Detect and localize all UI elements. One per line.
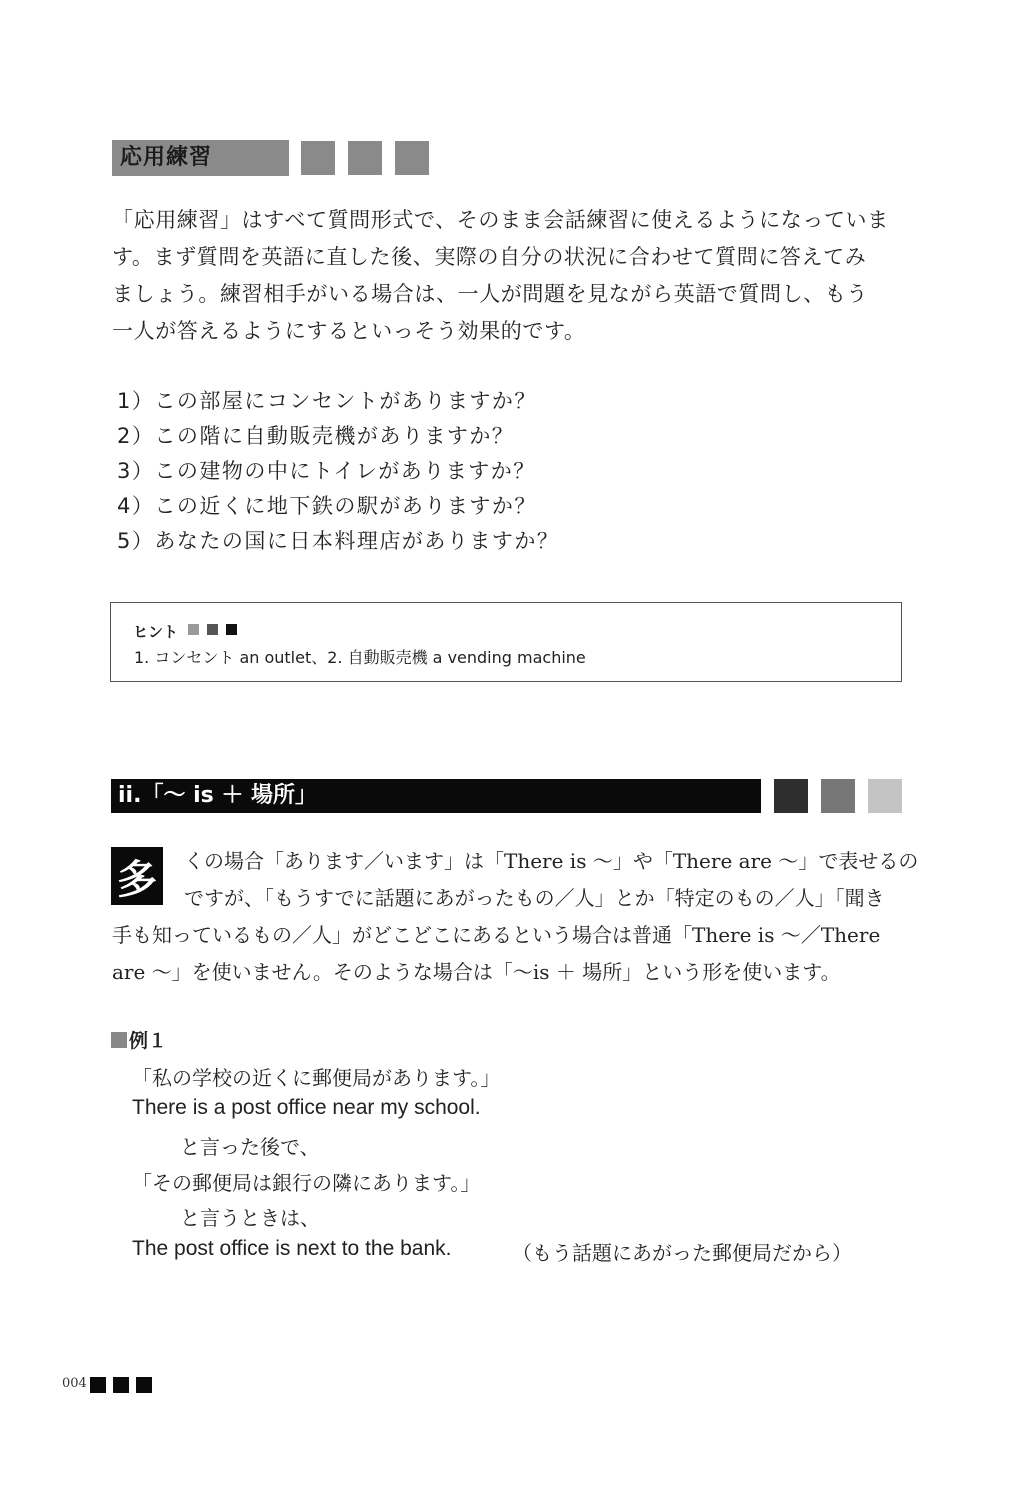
example-jp-sentence: 「その郵便局は銀行の隣にあります。」 — [132, 1171, 481, 1195]
question-list — [117, 384, 559, 559]
body-paragraph-full — [112, 917, 912, 991]
hint-box — [110, 602, 902, 682]
page-number-square — [113, 1377, 129, 1393]
heading-square-decoration — [348, 141, 382, 175]
question-item: 2）この階に自動販売機がありますか？ — [117, 424, 515, 448]
heading-square-decoration — [821, 779, 855, 813]
hint-square-decoration — [226, 624, 237, 635]
example-connector: と言うときは、 — [180, 1206, 320, 1230]
intro-line: 一人が答えるようにするといっそう効果的です。 — [112, 319, 586, 343]
body-line: くの場合「あります／います」は「There is ～」や「There are ～」で表せるの — [184, 849, 919, 873]
example-note: （もう話題にあがった郵便局だから） — [512, 1241, 852, 1265]
heading-square-decoration — [301, 141, 335, 175]
intro-line: す。まず質問を英語に直した後、実際の自分の状況に合わせて質問に答えてみ — [112, 245, 867, 269]
hint-square-decoration — [188, 624, 199, 635]
example-en-sentence: The post office is next to the bank. — [132, 1237, 452, 1260]
example-label-text: 例１ — [129, 1030, 168, 1052]
example-square-icon — [111, 1032, 127, 1048]
hint-square-decoration — [207, 624, 218, 635]
hint-title: ヒント — [133, 623, 179, 641]
heading-square-decoration — [774, 779, 808, 813]
example-en-sentence: There is a post office near my school. — [132, 1096, 481, 1119]
question-item: 3）この建物の中にトイレがありますか？ — [117, 459, 536, 483]
section-heading-applied-practice: 応用練習 — [120, 145, 213, 170]
example-connector: と言った後で、 — [180, 1135, 320, 1159]
example-label — [111, 1026, 167, 1053]
page-number-square — [136, 1377, 152, 1393]
page-number: 004 — [62, 1376, 87, 1391]
section-heading-is-place: ii.「～ is ＋ 場所」 — [118, 783, 318, 808]
intro-line: 「応用練習」はすべて質問形式で、そのまま会話練習に使えるようになっていま — [112, 208, 889, 232]
question-item: 1）この部屋にコンセントがありますか？ — [117, 389, 537, 413]
heading-square-decoration — [395, 141, 429, 175]
body-line: ですが、「もうすでに話題にあがったもの／人」とか「特定のもの／人」「聞き — [184, 886, 885, 910]
question-item: 4）この近くに地下鉄の駅がありますか？ — [117, 494, 537, 518]
page-number-square — [90, 1377, 106, 1393]
body-paragraph-indented — [184, 843, 919, 917]
example-jp-sentence: 「私の学校の近くに郵便局があります。」 — [132, 1066, 501, 1090]
hint-text: 1. コンセント an outlet、2. 自動販売機 a vending machine — [134, 648, 586, 667]
heading-square-decoration — [868, 779, 902, 813]
drop-cap: 多 — [111, 847, 163, 905]
body-line: are ～」を使いません。そのような場合は「～is ＋ 場所」という形を使います。 — [112, 960, 841, 984]
intro-paragraph — [112, 202, 912, 350]
body-line: 手も知っているもの／人」がどこどこにあるという場合は普通「There is ～／There — [112, 923, 881, 947]
question-item: 5）あなたの国に日本料理店がありますか？ — [117, 529, 560, 553]
intro-line: ましょう。練習相手がいる場合は、一人が問題を見ながら英語で質問し、もう — [112, 282, 868, 306]
